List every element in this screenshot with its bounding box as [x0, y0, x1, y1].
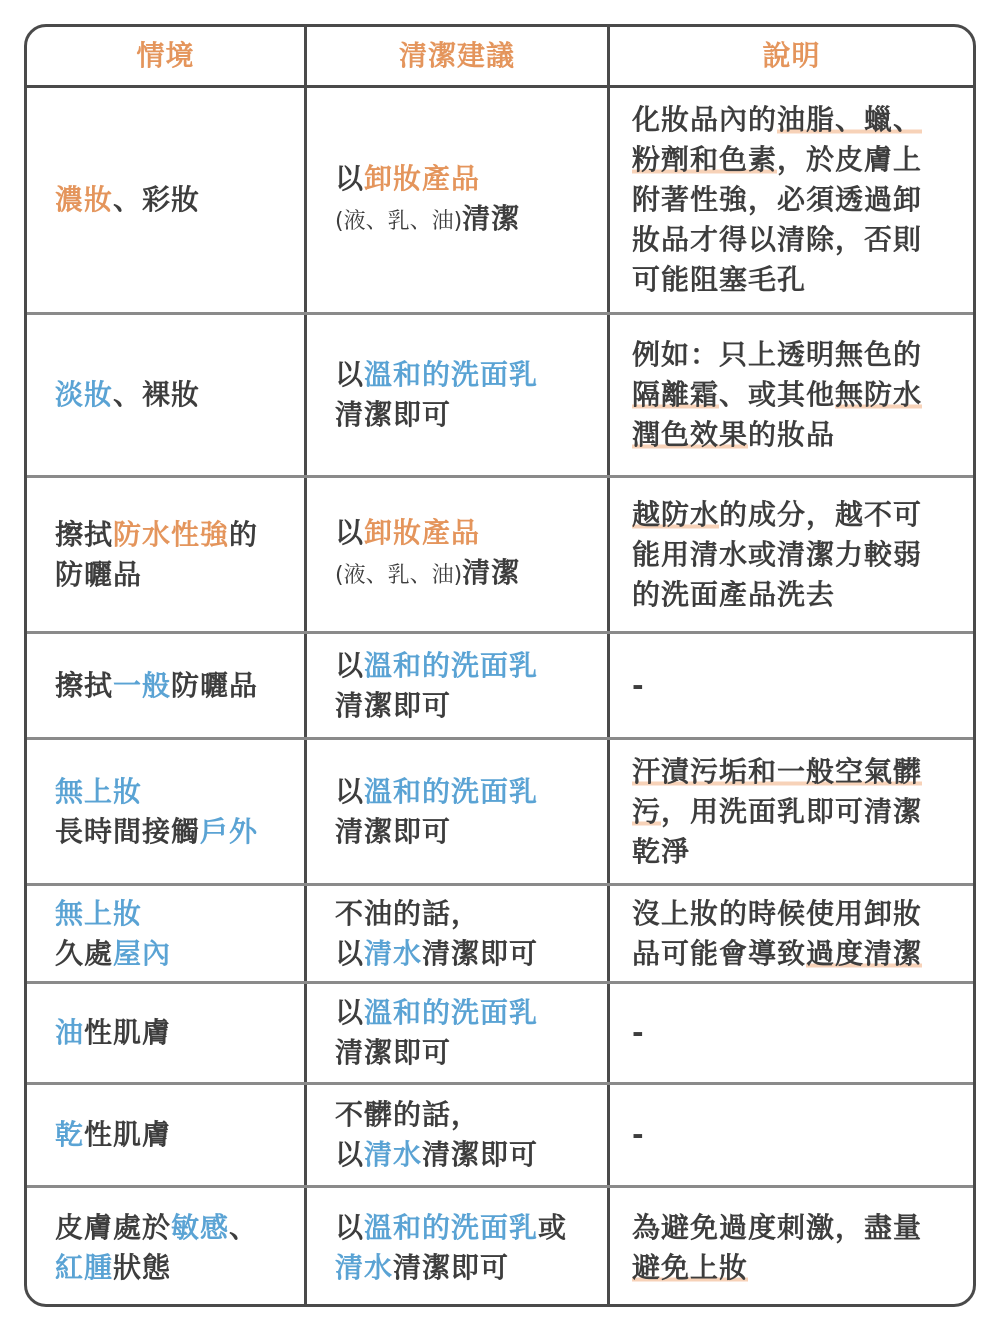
advice-cell — [307, 740, 610, 883]
note-highlight: 污 — [632, 794, 662, 828]
description-cell — [610, 88, 973, 312]
advice-text: 清潔即可 — [422, 1138, 539, 1171]
note-highlight: 粉劑和色素 — [632, 143, 778, 176]
note-text: 品可能會導致 — [632, 936, 807, 970]
note-highlight: 避免上妝 — [632, 1250, 749, 1284]
situation-highlight: 乾 — [55, 1118, 85, 1151]
note-text: 的成分，越不可 — [719, 497, 923, 531]
note-highlight: 過度清潔 — [806, 936, 923, 970]
advice-highlight: 卸妝產品 — [364, 516, 481, 549]
note-text: 為避免過度刺激，盡量 — [632, 1210, 923, 1244]
situation-cell — [27, 1188, 307, 1307]
advice-text: 清潔即可 — [335, 688, 452, 722]
note-text: 可能阻塞毛孔 — [632, 263, 807, 296]
note-text: ，用洗面乳即可清潔 — [661, 794, 923, 828]
note-text: 、或其他 — [719, 378, 836, 411]
note-highlight: 汗漬污垢和一般空氣髒 — [632, 754, 923, 788]
situation-highlight: 屋內 — [113, 936, 172, 970]
advice-highlight: 溫和的洗面乳 — [364, 774, 539, 808]
header-situation: 情境 — [27, 27, 307, 85]
advice-text: 以 — [335, 358, 365, 391]
advice-highlight: 清水 — [364, 936, 423, 970]
description-cell — [610, 886, 973, 981]
situation-cell — [27, 740, 307, 883]
note-dash: - — [632, 1016, 645, 1049]
table-row — [27, 740, 973, 886]
situation-cell — [27, 478, 307, 631]
situation-text: 久處 — [55, 936, 114, 970]
description-cell — [610, 1188, 973, 1307]
advice-highlight: 卸妝產品 — [364, 161, 481, 195]
advice-highlight: 溫和的洗面乳 — [364, 1210, 539, 1244]
advice-highlight: 溫和的洗面乳 — [364, 996, 539, 1029]
situation-text: 、 — [229, 1210, 259, 1244]
advice-cell — [307, 634, 610, 737]
advice-cell — [307, 478, 610, 631]
advice-highlight: 溫和的洗面乳 — [364, 648, 539, 682]
table-row — [27, 634, 973, 740]
header-advice: 清潔建議 — [307, 27, 610, 85]
description-cell — [610, 634, 973, 737]
situation-text: 長時間接觸 — [55, 814, 201, 848]
table-row — [27, 478, 973, 634]
note-highlight: 隔離霜 — [632, 378, 720, 411]
description-cell — [610, 315, 973, 475]
advice-text: 以 — [335, 648, 365, 682]
situation-text: 防曬品 — [55, 557, 143, 591]
note-text: 沒上妝的時候使用卸妝 — [632, 896, 923, 930]
situation-text: 擦拭 — [55, 517, 114, 551]
advice-text: 清潔 — [462, 201, 521, 235]
table-header-row — [27, 27, 973, 88]
advice-cell — [307, 984, 610, 1082]
advice-text: 以 — [335, 996, 365, 1029]
advice-cell — [307, 886, 610, 981]
note-highlight: 潤色效果 — [632, 418, 749, 451]
note-text: 化妝品內的 — [632, 103, 778, 136]
situation-text: 性肌膚 — [84, 1118, 172, 1151]
advice-cell — [307, 1188, 610, 1307]
advice-text: 以 — [335, 516, 365, 549]
advice-text: 清潔即可 — [335, 1036, 452, 1069]
description-cell — [610, 1085, 973, 1185]
situation-cell — [27, 315, 307, 475]
situation-highlight: 紅腫 — [55, 1250, 114, 1284]
note-text: 能用清水或清潔力較弱 — [632, 537, 923, 571]
advice-text: 不油的話， — [335, 896, 481, 930]
situation-text: 狀態 — [113, 1250, 172, 1284]
table-row — [27, 886, 973, 984]
advice-highlight: 清水 — [335, 1250, 394, 1284]
table-row — [27, 315, 973, 478]
advice-text: 不髒的話， — [335, 1098, 481, 1131]
advice-text: 清潔即可 — [393, 1250, 510, 1284]
note-text: 妝品才得以清除，否則 — [632, 223, 923, 256]
situation-highlight: 一般 — [113, 668, 172, 702]
advice-text: 清潔即可 — [422, 936, 539, 970]
situation-text: 皮膚處於 — [55, 1210, 172, 1244]
advice-highlight: 清水 — [364, 1138, 423, 1171]
situation-highlight: 油 — [55, 1016, 85, 1049]
advice-text: 以 — [335, 774, 365, 808]
description-cell — [610, 478, 973, 631]
advice-text: 清潔 — [462, 556, 521, 589]
situation-highlight: 濃妝 — [55, 183, 114, 216]
advice-text: 以 — [335, 1210, 365, 1244]
situation-highlight: 戶外 — [200, 814, 259, 848]
situation-highlight: 淡妝 — [55, 378, 114, 411]
description-cell — [610, 740, 973, 883]
advice-cell — [307, 315, 610, 475]
cleansing-table — [24, 24, 976, 1307]
situation-text: 的 — [229, 517, 259, 551]
advice-text: 以 — [335, 1138, 365, 1171]
note-text: 的妝品 — [748, 418, 836, 451]
advice-text: 以 — [335, 161, 365, 195]
table-row — [27, 1085, 973, 1188]
note-text: 的洗面產品洗去 — [632, 577, 836, 611]
note-text: ，於皮膚上 — [777, 143, 923, 176]
note-highlight: 越防水 — [632, 497, 720, 531]
situation-text: 、彩妝 — [113, 183, 201, 216]
situation-highlight: 無上妝 — [55, 774, 143, 808]
advice-small-text: (液、乳、油) — [335, 208, 463, 234]
description-cell — [610, 984, 973, 1082]
advice-highlight: 溫和的洗面乳 — [364, 358, 539, 391]
situation-highlight: 無上妝 — [55, 896, 143, 930]
note-text: 附著性強，必須透過卸 — [632, 183, 923, 216]
note-dash: - — [632, 668, 645, 702]
advice-text: 清潔即可 — [335, 814, 452, 848]
table-row — [27, 1188, 973, 1307]
advice-cell — [307, 88, 610, 312]
situation-cell — [27, 634, 307, 737]
advice-cell — [307, 1085, 610, 1185]
note-dash: - — [632, 1118, 645, 1151]
situation-cell — [27, 88, 307, 312]
situation-text: 性肌膚 — [84, 1016, 172, 1049]
situation-text: 、裸妝 — [113, 378, 201, 411]
advice-small-text: (液、乳、油) — [335, 563, 463, 588]
advice-text: 清潔即可 — [335, 398, 452, 431]
table-row — [27, 88, 973, 315]
note-text: 乾淨 — [632, 834, 691, 868]
table-row — [27, 984, 973, 1085]
note-highlight: 無防水 — [835, 378, 923, 411]
note-highlight: 油脂、蠟、 — [777, 103, 923, 136]
situation-cell — [27, 1085, 307, 1185]
situation-cell — [27, 984, 307, 1082]
situation-highlight: 敏感 — [171, 1210, 230, 1244]
situation-highlight: 防水性強 — [113, 517, 230, 551]
advice-text: 或 — [538, 1210, 568, 1244]
note-text: 例如：只上透明無色的 — [632, 338, 923, 371]
situation-text: 防曬品 — [171, 668, 259, 702]
header-description: 說明 — [762, 39, 821, 72]
situation-cell — [27, 886, 307, 981]
advice-text: 以 — [335, 936, 365, 970]
situation-text: 擦拭 — [55, 668, 114, 702]
